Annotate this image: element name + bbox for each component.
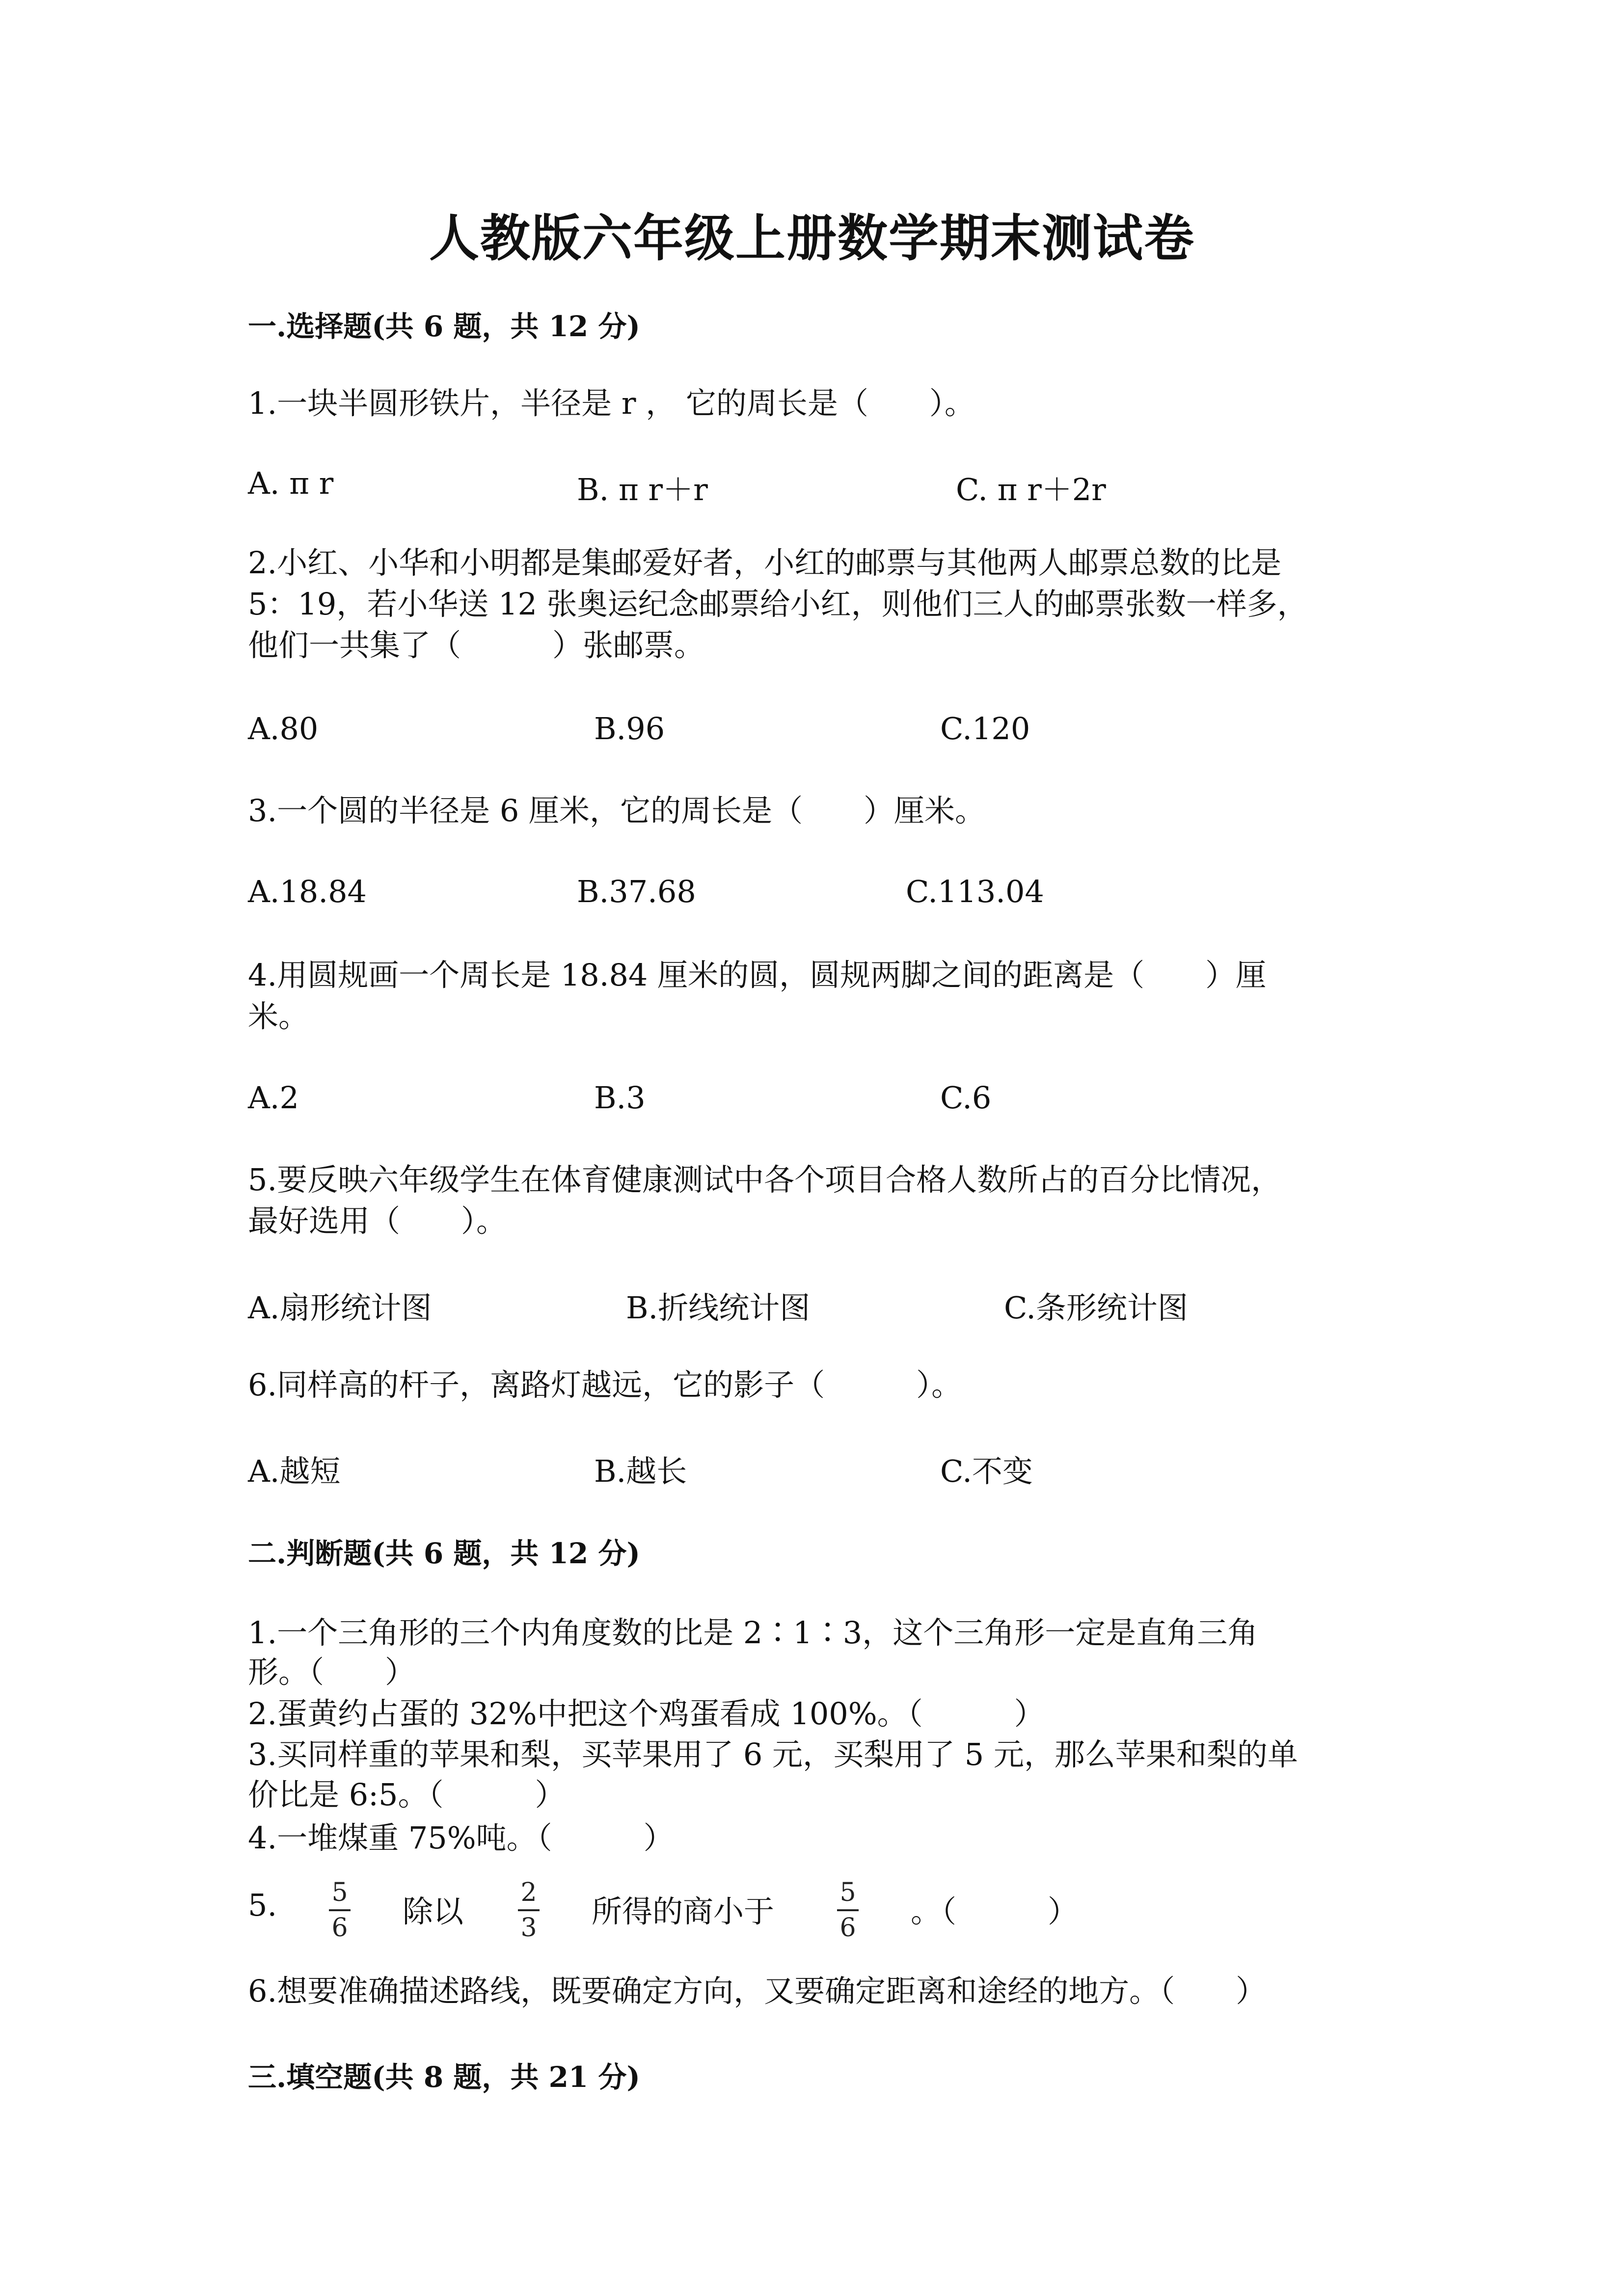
choice-2-option-b: B.96 [594, 711, 665, 747]
fraction-five-sixths-1 [329, 1880, 351, 1941]
choice-6-option-c: C.不变 [940, 1453, 1033, 1489]
fraction-five-sixths-2 [837, 1880, 859, 1941]
choice-question-1: 1.一块半圆形铁片，半径是 r ， 它的周长是（ ）。 [248, 385, 975, 421]
judge-question-5-text-divide: 除以 [403, 1894, 464, 1929]
choice-6-option-b: B.越长 [594, 1453, 687, 1489]
choice-question-4-line-1: 4.用圆规画一个周长是 18.84 厘米的圆，圆规两脚之间的距离是（ ）厘 [248, 957, 1267, 993]
choice-5-option-a: A.扇形统计图 [248, 1290, 432, 1326]
section-heading-choice: 一.选择题(共 6 题，共 12 分) [248, 310, 640, 343]
choice-3-option-c: C.113.04 [906, 874, 1044, 909]
fraction-numerator: 5 [839, 1878, 856, 1907]
fraction-bar [518, 1909, 540, 1911]
judge-question-6: 6.想要准确描述路线，既要确定方向，又要确定距离和途经的地方。（ ） [248, 1973, 1267, 2009]
fraction-numerator: 5 [331, 1878, 348, 1907]
fraction-bar [837, 1909, 859, 1911]
choice-question-2-line-1: 2.小红、小华和小明都是集邮爱好者，小红的邮票与其他两人邮票总数的比是 [248, 545, 1282, 581]
section-heading-fill: 三.填空题(共 8 题，共 21 分) [248, 2060, 640, 2094]
choice-question-5-line-2: 最好选用（ ）。 [248, 1203, 507, 1239]
choice-3-option-a: A.18.84 [248, 874, 367, 909]
choice-question-2-line-2: 5：19，若小华送 12 张奥运纪念邮票给小红，则他们三人的邮票张数一样多， [248, 586, 1308, 622]
judge-question-5-answer-blank: 。（ ） [911, 1894, 1079, 1929]
choice-5-option-c: C.条形统计图 [1004, 1290, 1188, 1326]
judge-question-3-line-1: 3.买同样重的苹果和梨，买苹果用了 6 元，买梨用了 5 元，那么苹果和梨的单 [248, 1736, 1298, 1772]
choice-1-option-b: B. π r＋r [577, 472, 708, 507]
page-title: 人教版六年级上册数学期末测试卷 [429, 209, 1195, 268]
fraction-denominator: 3 [520, 1913, 537, 1943]
choice-question-4-line-2: 米。 [248, 998, 309, 1034]
choice-question-3: 3.一个圆的半径是 6 厘米，它的周长是（ ）厘米。 [248, 793, 986, 828]
judge-question-5-number: 5. [248, 1887, 277, 1923]
choice-4-option-a: A.2 [248, 1080, 299, 1116]
choice-question-6: 6.同样高的杆子，离路灯越远，它的影子（ ）。 [248, 1367, 962, 1403]
judge-question-1-line-2: 形。（ ） [248, 1654, 416, 1690]
judge-question-4: 4.一堆煤重 75%吨。（ ） [248, 1820, 674, 1856]
choice-2-option-a: A.80 [248, 711, 319, 747]
judge-question-3-line-2: 价比是 6:5。（ ） [248, 1777, 566, 1813]
choice-3-option-b: B.37.68 [577, 874, 696, 909]
fraction-two-thirds [518, 1880, 540, 1941]
choice-6-option-a: A.越短 [248, 1453, 341, 1489]
choice-question-2-line-3: 他们一共集了（ ）张邮票。 [248, 627, 705, 663]
choice-5-option-b: B.折线统计图 [626, 1290, 811, 1326]
judge-question-1-line-1: 1.一个三角形的三个内角度数的比是 2∶1∶3，这个三角形一定是直角三角 [248, 1615, 1258, 1651]
choice-question-5-line-1: 5.要反映六年级学生在体育健康测试中各个项目合格人数所占的百分比情况， [248, 1162, 1282, 1198]
choice-1-option-a: A. π r [248, 465, 334, 501]
section-heading-judge: 二.判断题(共 6 题，共 12 分) [248, 1537, 640, 1570]
fraction-denominator: 6 [839, 1913, 856, 1943]
judge-question-5-text-quotient: 所得的商小于 [592, 1894, 775, 1929]
fraction-numerator: 2 [520, 1878, 537, 1907]
choice-2-option-c: C.120 [940, 711, 1030, 747]
choice-4-option-c: C.6 [940, 1080, 992, 1116]
judge-question-2: 2.蛋黄约占蛋的 32%中把这个鸡蛋看成 100%。（ ） [248, 1696, 1045, 1732]
choice-4-option-b: B.3 [594, 1080, 646, 1116]
fraction-bar [329, 1909, 351, 1911]
choice-1-option-c: C. π r＋2r [956, 472, 1106, 507]
fraction-denominator: 6 [331, 1913, 348, 1943]
